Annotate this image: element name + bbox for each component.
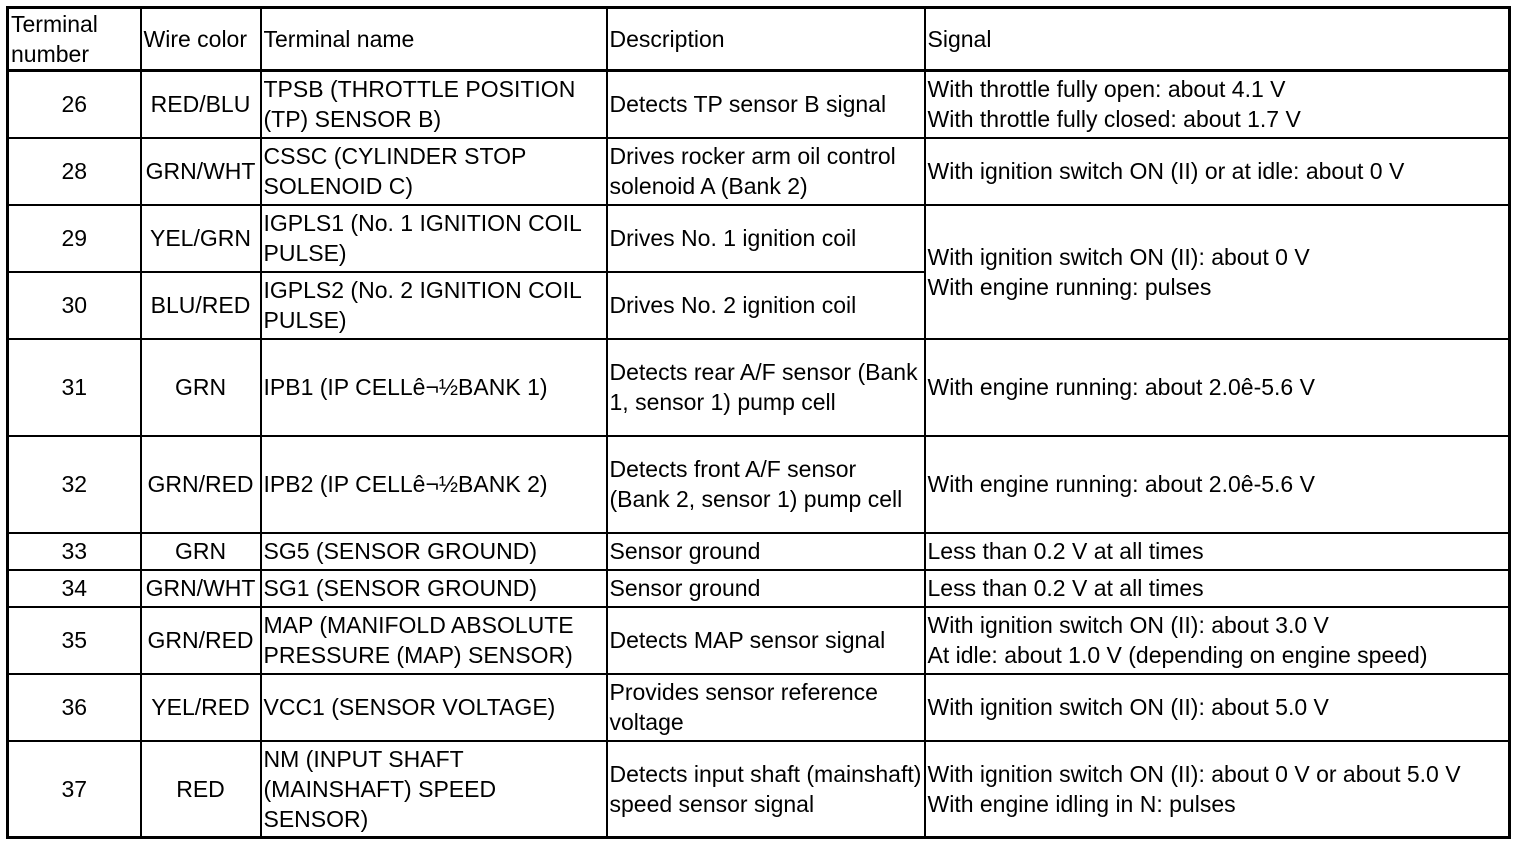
terminal-number-cell: 32 bbox=[8, 436, 141, 533]
signal-cell bbox=[925, 205, 1510, 339]
terminal-name-cell: MAP (MANIFOLD ABSOLUTE PRESSURE (MAP) SENSOR) bbox=[261, 607, 607, 674]
terminal-number-cell: 30 bbox=[8, 272, 141, 339]
signal-line: With engine running: about 2.0ê-5.6 V bbox=[927, 374, 1315, 400]
description-cell: Drives No. 2 ignition coil bbox=[607, 272, 925, 339]
signal-cell bbox=[925, 71, 1510, 138]
signal-line: With ignition switch ON (II): about 5.0 V bbox=[927, 694, 1329, 720]
terminal-name-cell: IPB1 (IP CELLê¬½BANK 1) bbox=[261, 339, 607, 436]
table-row bbox=[8, 533, 1510, 570]
terminal-name-cell: SG5 (SENSOR GROUND) bbox=[261, 533, 607, 570]
wire-color-cell: BLU/RED bbox=[141, 272, 261, 339]
wire-color-cell: YEL/GRN bbox=[141, 205, 261, 272]
header-terminal-number: Terminal number bbox=[8, 8, 141, 71]
signal-cell bbox=[925, 436, 1510, 533]
signal-line: At idle: about 1.0 V (depending on engine speed) bbox=[927, 642, 1428, 668]
table-row bbox=[8, 205, 1510, 272]
terminal-number-cell: 33 bbox=[8, 533, 141, 570]
terminal-number-cell: 29 bbox=[8, 205, 141, 272]
description-cell: Sensor ground bbox=[607, 570, 925, 607]
terminal-name-cell: VCC1 (SENSOR VOLTAGE) bbox=[261, 674, 607, 741]
wire-color-cell: GRN/RED bbox=[141, 436, 261, 533]
signal-cell bbox=[925, 138, 1510, 205]
table-row bbox=[8, 607, 1510, 674]
wire-color-cell: RED/BLU bbox=[141, 71, 261, 138]
signal-line: With throttle fully open: about 4.1 V bbox=[927, 76, 1286, 103]
signal-cell bbox=[925, 533, 1510, 570]
signal-line: With ignition switch ON (II) or at idle: about 0 V bbox=[927, 158, 1405, 184]
header-row bbox=[8, 8, 1510, 71]
wire-color-cell: GRN/WHT bbox=[141, 570, 261, 607]
header-terminal-name: Terminal name bbox=[261, 8, 607, 71]
signal-line: Less than 0.2 V at all times bbox=[927, 538, 1204, 564]
signal-line: With engine idling in N: pulses bbox=[927, 790, 1236, 817]
terminal-number-cell: 35 bbox=[8, 607, 141, 674]
description-cell: Detects input shaft (mainshaft) speed sensor signal bbox=[607, 741, 925, 838]
signal-line: With ignition switch ON (II): about 0 V or about 5.0 V bbox=[927, 760, 1461, 787]
wire-color-cell: YEL/RED bbox=[141, 674, 261, 741]
signal-line: With throttle fully closed: about 1.7 V bbox=[927, 106, 1301, 133]
wire-color-cell: GRN/RED bbox=[141, 607, 261, 674]
description-cell: Detects MAP sensor signal bbox=[607, 607, 925, 674]
signal-cell bbox=[925, 607, 1510, 674]
table-row bbox=[8, 71, 1510, 138]
header-wire-color: Wire color bbox=[141, 8, 261, 71]
signal-cell bbox=[925, 674, 1510, 741]
signal-line: With ignition switch ON (II): about 0 V bbox=[927, 243, 1310, 270]
signal-line: Less than 0.2 V at all times bbox=[927, 575, 1204, 601]
description-cell: Sensor ground bbox=[607, 533, 925, 570]
terminal-number-cell: 36 bbox=[8, 674, 141, 741]
header-description: Description bbox=[607, 8, 925, 71]
table-row bbox=[8, 436, 1510, 533]
terminal-number-cell: 34 bbox=[8, 570, 141, 607]
description-cell: Detects rear A/F sensor (Bank 1, sensor 1) pump cell bbox=[607, 339, 925, 436]
terminal-number-cell: 26 bbox=[8, 71, 141, 138]
terminal-name-cell: IGPLS1 (No. 1 IGNITION COIL PULSE) bbox=[261, 205, 607, 272]
table-row bbox=[8, 674, 1510, 741]
signal-cell bbox=[925, 741, 1510, 838]
terminal-number-cell: 37 bbox=[8, 741, 141, 838]
terminal-table bbox=[6, 6, 1511, 839]
wire-color-cell: GRN bbox=[141, 533, 261, 570]
signal-line: With ignition switch ON (II): about 3.0 V bbox=[927, 612, 1329, 638]
description-cell: Provides sensor reference voltage bbox=[607, 674, 925, 741]
table-row bbox=[8, 339, 1510, 436]
terminal-name-cell: CSSC (CYLINDER STOP SOLENOID C) bbox=[261, 138, 607, 205]
terminal-number-cell: 28 bbox=[8, 138, 141, 205]
terminal-name-cell: IPB2 (IP CELLê¬½BANK 2) bbox=[261, 436, 607, 533]
table-row bbox=[8, 138, 1510, 205]
signal-line: With engine running: about 2.0ê-5.6 V bbox=[927, 471, 1315, 497]
description-cell: Detects front A/F sensor (Bank 2, sensor 1) pump cell bbox=[607, 436, 925, 533]
wire-color-cell: GRN bbox=[141, 339, 261, 436]
wire-color-cell: RED bbox=[141, 741, 261, 838]
terminal-name-cell: IGPLS2 (No. 2 IGNITION COIL PULSE) bbox=[261, 272, 607, 339]
table-row bbox=[8, 741, 1510, 838]
wire-color-cell: GRN/WHT bbox=[141, 138, 261, 205]
signal-line: With engine running: pulses bbox=[927, 273, 1212, 300]
terminal-name-cell: SG1 (SENSOR GROUND) bbox=[261, 570, 607, 607]
table-row bbox=[8, 570, 1510, 607]
terminal-name-cell: NM (INPUT SHAFT (MAINSHAFT) SPEED SENSOR) bbox=[261, 741, 607, 838]
description-cell: Drives rocker arm oil control solenoid A (Bank 2) bbox=[607, 138, 925, 205]
signal-cell bbox=[925, 570, 1510, 607]
terminal-number-cell: 31 bbox=[8, 339, 141, 436]
description-cell: Detects TP sensor B signal bbox=[607, 71, 925, 138]
header-signal: Signal bbox=[925, 8, 1510, 71]
terminal-name-cell: TPSB (THROTTLE POSITION (TP) SENSOR B) bbox=[261, 71, 607, 138]
description-cell: Drives No. 1 ignition coil bbox=[607, 205, 925, 272]
signal-cell bbox=[925, 339, 1510, 436]
